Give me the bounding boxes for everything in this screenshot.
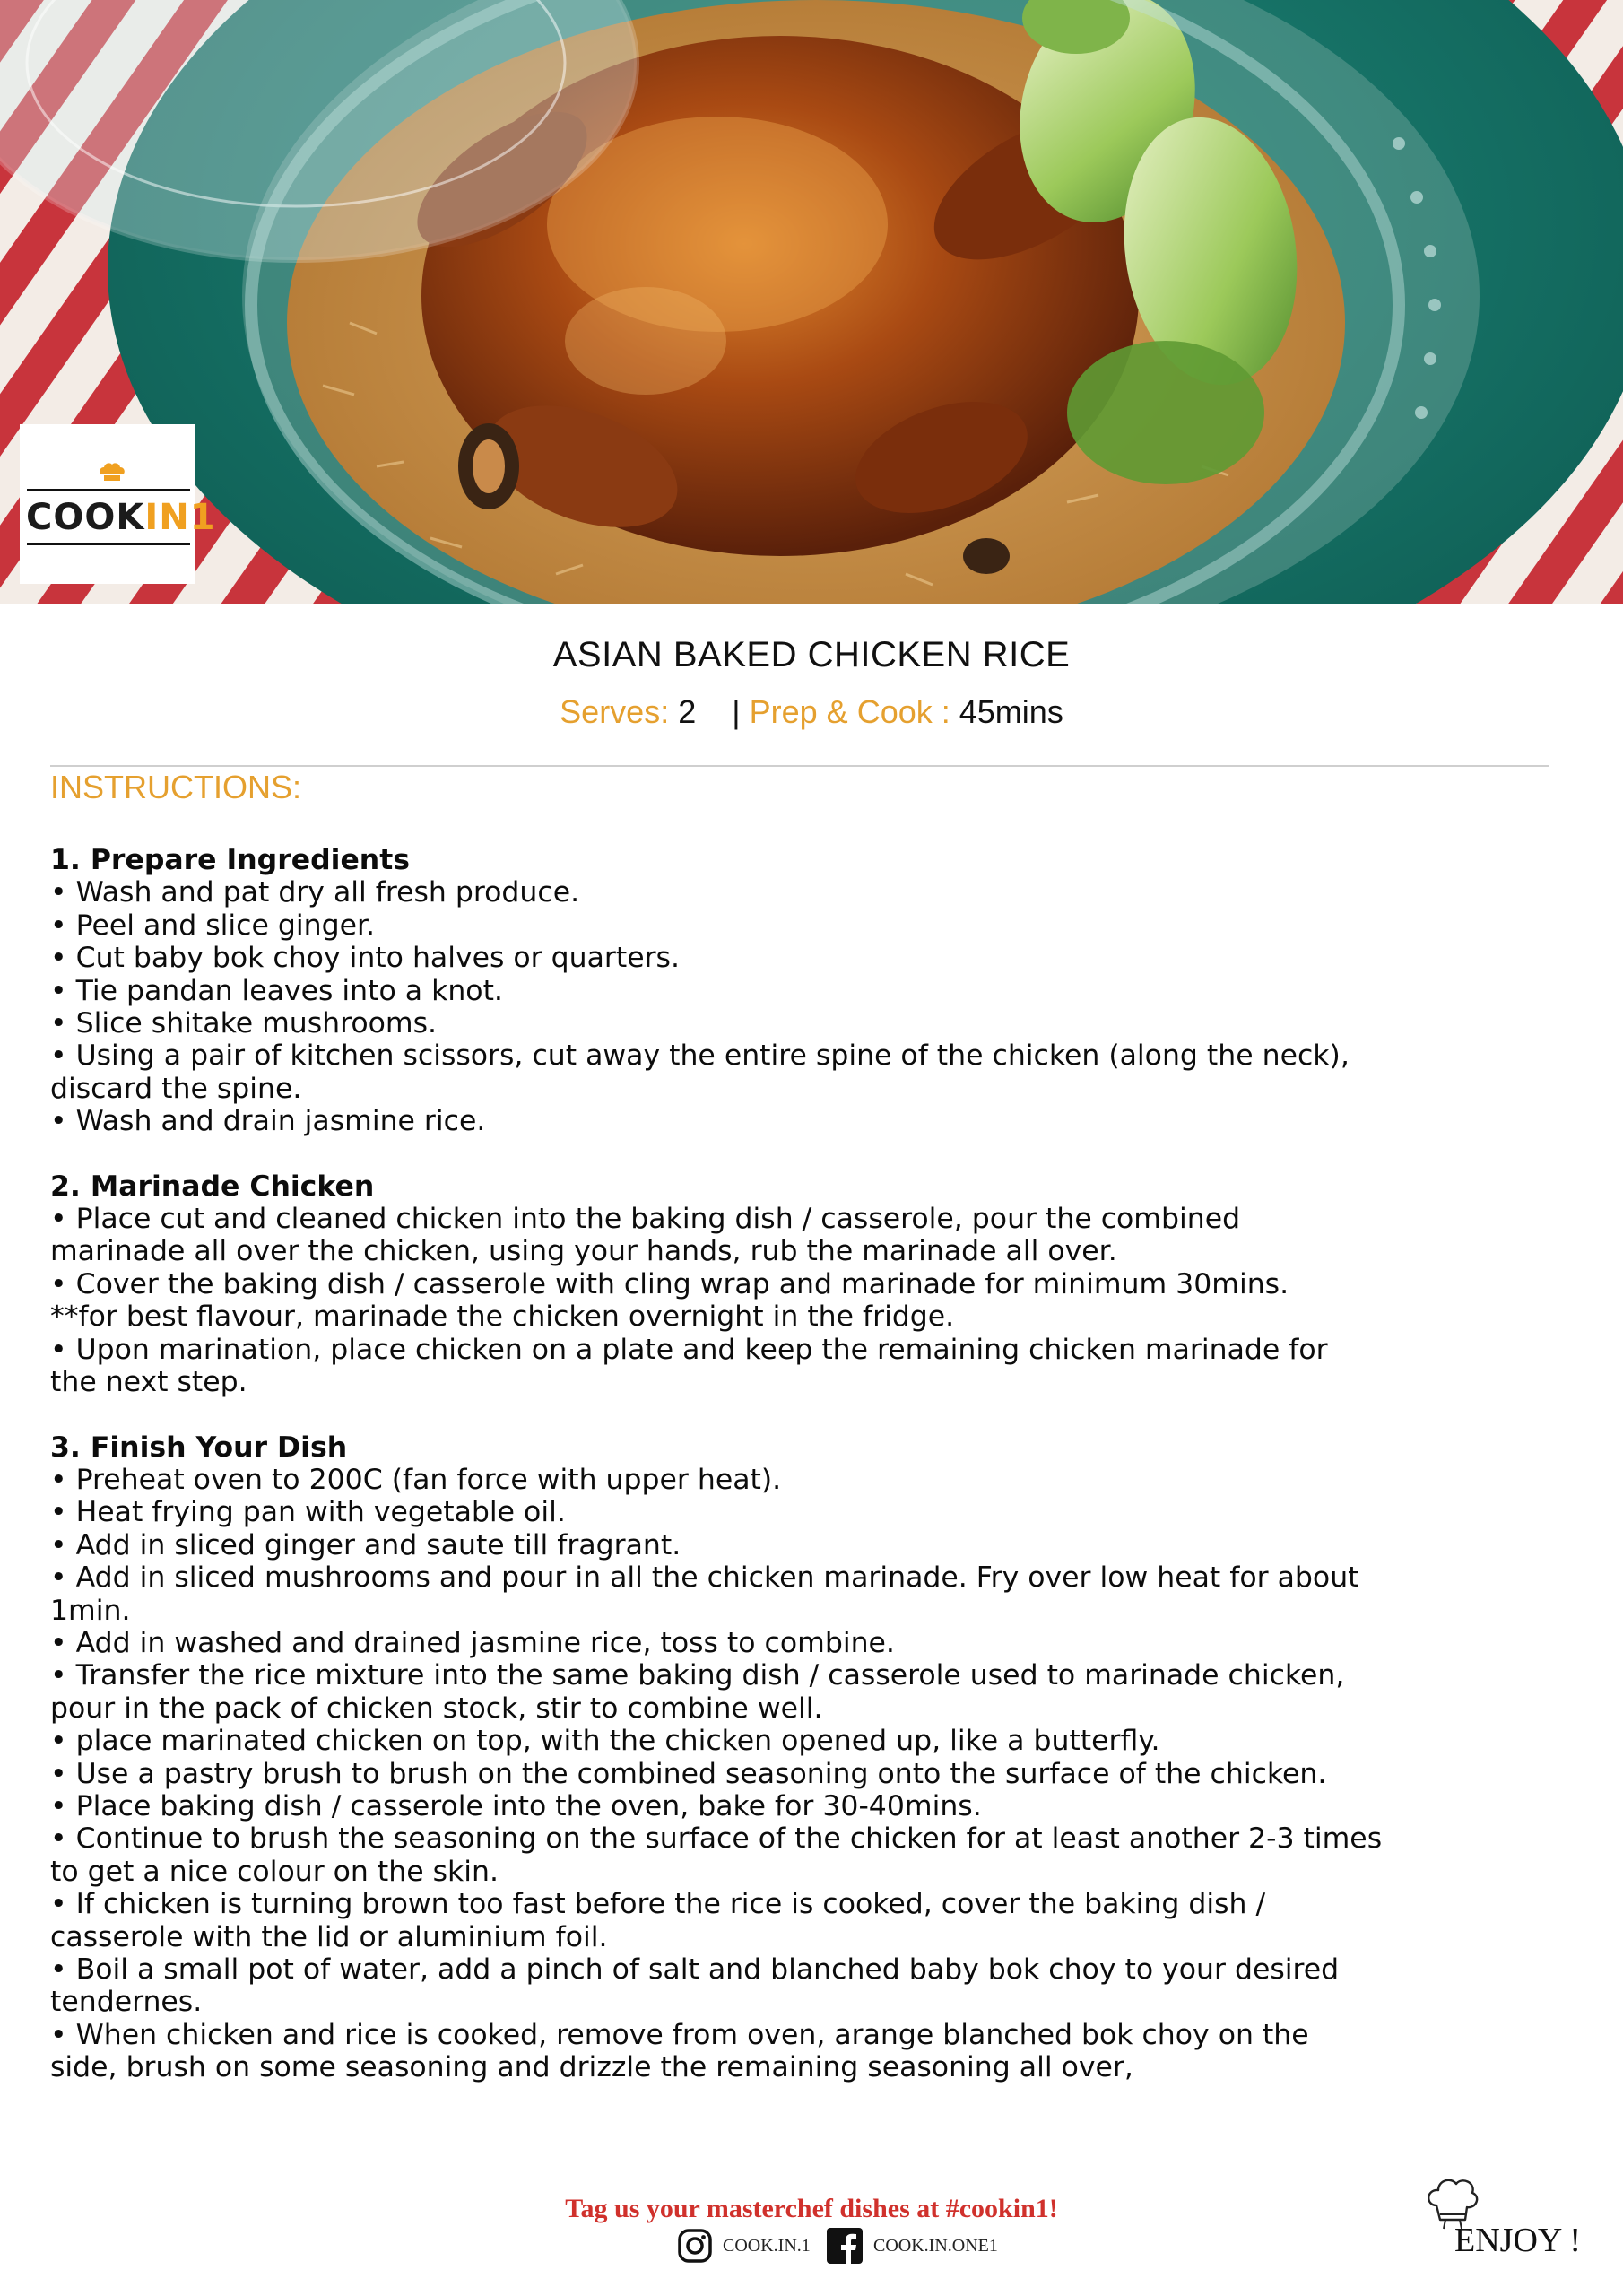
step-line: • Cut baby bok choy into halves or quarters. <box>50 942 680 975</box>
step-heading: 3. Finish Your Dish <box>50 1431 348 1464</box>
step-heading: 1. Prepare Ingredients <box>50 844 411 876</box>
step-line: • Slice shitake mushrooms. <box>50 1007 438 1040</box>
step-line: • Upon marination, place chicken on a plate and keep the remaining chicken marinade for <box>50 1333 1328 1366</box>
step-line: • Continue to brush the seasoning on the surface of the chicken for at least another 2-3 times <box>50 1822 1383 1856</box>
chef-hat-logo-icon <box>99 462 126 482</box>
logo-rule-top <box>27 489 190 491</box>
step-line: • Use a pastry brush to brush on the combined seasoning onto the surface of the chicken. <box>50 1757 1327 1790</box>
step-line: to get a nice colour on the skin. <box>50 1855 499 1888</box>
step-line: • When chicken and rice is cooked, remove from oven, arange blanched bok choy on the <box>50 2018 1309 2051</box>
step-line: **for best flavour, marinade the chicken overnight in the fridge. <box>50 1300 955 1334</box>
step-line: • Place baking dish / casserole into the oven, bake for 30-40mins. <box>50 1789 982 1822</box>
instructions-heading: INSTRUCTIONS: <box>50 769 302 805</box>
step-line: marinade all over the chicken, using your hands, rub the marinade all over. <box>50 1235 1117 1268</box>
step-line: • Wash and drain jasmine rice. <box>50 1105 486 1138</box>
logo-word-in1: IN1 <box>144 497 216 538</box>
hero-photo <box>0 0 1623 604</box>
step-line: • If chicken is turning brown too fast before the rice is cooked, cover the baking dish / <box>50 1888 1266 1921</box>
logo-word-cook: COOK <box>26 497 145 538</box>
step-line: • Using a pair of kitchen scissors, cut away the entire spine of the chicken (along the neck), <box>50 1039 1350 1073</box>
step-prepare-ingredients <box>50 844 1566 1138</box>
step-line: • Place cut and cleaned chicken into the baking dish / casserole, pour the combined <box>50 1203 1241 1236</box>
step-line: • Cover the baking dish / casserole with cling wrap and marinade for minimum 30mins. <box>50 1267 1289 1300</box>
step-line: pour in the pack of chicken stock, stir to combine well. <box>50 1692 823 1725</box>
step-marinade-chicken <box>50 1170 1566 1399</box>
instagram-icon <box>678 2229 712 2263</box>
facebook-icon <box>827 2228 863 2264</box>
footer-tagline: Tag us your masterchef dishes at #cookin1! <box>565 2194 1058 2223</box>
step-line: the next step. <box>50 1366 247 1399</box>
facebook-handle: COOK.IN.ONE1 <box>873 2235 998 2256</box>
step-line: • Add in sliced ginger and saute till fragrant. <box>50 1528 681 1561</box>
section-divider <box>50 765 1549 767</box>
instagram-link[interactable] <box>678 2227 811 2265</box>
prep-cook-label: Prep & Cook : <box>749 693 950 730</box>
step-line: • Transfer the rice mixture into the same baking dish / casserole used to marinade chicken, <box>50 1659 1345 1692</box>
step-line: discard the spine. <box>50 1072 302 1105</box>
step-line: • Add in washed and drained jasmine rice, toss to combine. <box>50 1626 895 1659</box>
instructions-body <box>50 844 1566 2084</box>
recipe-title: ASIAN BAKED CHICKEN RICE <box>552 635 1071 674</box>
step-line: • Peel and slice ginger. <box>50 909 376 942</box>
enjoy-text: ENJOY ! <box>1454 2222 1582 2259</box>
step-line: • place marinated chicken on top, with the chicken opened up, like a butterfly. <box>50 1725 1160 1758</box>
step-line: • Wash and pat dry all fresh produce. <box>50 876 580 909</box>
step-finish-your-dish <box>50 1431 1566 2084</box>
step-line: 1min. <box>50 1594 131 1627</box>
step-heading: 2. Marinade Chicken <box>50 1170 375 1203</box>
instagram-handle: COOK.IN.1 <box>723 2235 811 2256</box>
recipe-meta <box>0 692 1623 732</box>
step-line: • Add in sliced mushrooms and pour in all the chicken marinade. Fry over low heat for about <box>50 1561 1359 1595</box>
step-line: • Heat frying pan with vegetable oil. <box>50 1496 566 1529</box>
serves-label: Serves: <box>560 693 670 730</box>
logo-rule-bottom <box>27 543 190 545</box>
cookin1-logo <box>20 424 216 584</box>
step-line: • Boil a small pot of water, add a pinch of salt and blanched baby bok choy to your desired <box>50 1953 1340 1986</box>
prep-cook-value: 45mins <box>959 693 1063 730</box>
meta-separator: | <box>732 693 741 730</box>
serves-value: 2 <box>678 693 697 730</box>
step-line: casserole with the lid or aluminium foil. <box>50 1920 608 1953</box>
step-line: side, brush on some seasoning and drizzle the remaining seasoning all over, <box>50 2051 1133 2084</box>
step-line: tendernes. <box>50 1986 203 2019</box>
logo-wordmark <box>26 492 216 543</box>
facebook-link[interactable] <box>827 2227 998 2265</box>
step-line: • Tie pandan leaves into a knot. <box>50 974 503 1007</box>
step-line: • Preheat oven to 200C (fan force with upper heat). <box>50 1463 782 1496</box>
